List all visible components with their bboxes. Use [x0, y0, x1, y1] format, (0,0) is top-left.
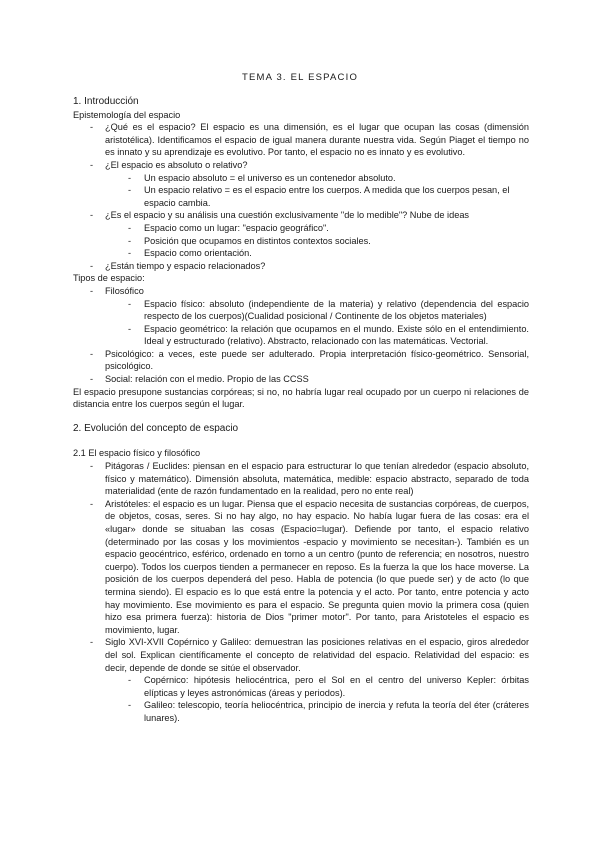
bullet-dash: - [128, 323, 132, 334]
sub-list-item [73, 235, 529, 248]
document-title: TEMA 3. EL ESPACIO [241, 72, 359, 83]
subheading-epistemologia: Epistemología del espacio [73, 109, 181, 120]
list-item-text: Siglo XVI-XVII Copérnico y Galileo: demuestran las posiciones relativas en el espacio, giros alrededor del sol. Explican científicamente el concepto de relatividad del espacio. Relatividad del espacio: es decir, depende de donde se sitúe el observador. [105, 637, 529, 673]
list-item [73, 460, 529, 498]
bullet-dash: - [128, 298, 132, 309]
bullet-dash: - [128, 235, 132, 246]
list-item-text: ¿Están tiempo y espacio relacionados? [105, 260, 266, 271]
bullet-dash: - [128, 172, 132, 183]
list-item-text: Espacio geométrico: la relación que ocupamos en el mundo. Existe sólo en el entendimiento. Ideal y estructurado (relativo). Abstracto, relacionado con las matemáticas. Vectorial. [144, 323, 529, 347]
section-heading-evolucion: 2. Evolución del concepto de espacio [73, 422, 239, 434]
subheading-espacio-fisico: 2.1 El espacio físico y filosófico [73, 448, 201, 459]
bullet-dash: - [90, 285, 94, 296]
bullet-dash: - [128, 675, 132, 686]
list-item-text: Espacio físico: absoluto (independiente de la materia) y relativo (dependencia del espacio respecto de los cuerpos)(Cualidad posicional / Continente de los objetos materiales) [144, 298, 529, 322]
sub-list-item [73, 674, 529, 699]
list-item-text: Aristóteles: el espacio es un lugar. Piensa que el espacio necesita de sustancias corpóreas, de cuerpos, de objetos, cosas, seres. Si no hay algo, no hay espacio. No había lugar fuera de las cosas: era el «lugar» donde se situaban las cosas (Espacio=lugar). Defiende por tanto, el espacio relativo (determinado por las cosas y los movimientos -espacio y movimiento se necesitan-). También es un espacio geocéntrico, esférico, ordenado en torno a un centro (punto de referencia; en nosotros, nuestro cuerpo). Todos los cuerpos tienden a permanecer en reposo. Es la fuerza la que los hace moverse. La posición de los cuerpos dependerá del peso. Habla de potencia (lo que puede ser) y de acto (lo que termina siendo). El espacio es lo que está entre la potencia y el acto. Por tanto, entre potencia y acto hay movimiento. Ese movimiento es para el espacio. Se pregunta quien movio la primera cosa (quien hizo esa primera fuerza): historia de Dios "primer motor". Por tanto, para Aristoteles el espacio es movimiento, lugar. [105, 498, 529, 635]
list-item [73, 285, 529, 298]
bullet-dash: - [90, 159, 94, 170]
sub-list-item [73, 222, 529, 235]
section-heading-introduccion: 1. Introducción [73, 96, 139, 107]
sub-list-item [73, 247, 529, 260]
list-item-text: ¿Es el espacio y su análisis una cuestión exclusivamente "de lo medible"? Nube de ideas [105, 210, 470, 221]
list-item-text: Posición que ocupamos en distintos contextos sociales. [144, 235, 371, 246]
list-item-text: Un espacio relativo = es el espacio entre los cuerpos. A medida que los cuerpos pesan, el espacio cambia. [144, 185, 510, 208]
bullet-dash: - [128, 700, 132, 711]
list-item [73, 373, 529, 386]
bullet-dash: - [90, 122, 94, 133]
list-item-text: Filosófico [105, 285, 144, 296]
closing-paragraph: El espacio presupone sustancias corpóreas; si no, no habría lugar real ocupado por un cuerpo ni relaciones de distancia entre los cuerpos según el lugar. [73, 386, 529, 410]
bullet-dash: - [90, 637, 94, 648]
list-item [73, 498, 529, 637]
bullet-dash: - [128, 222, 132, 233]
document-body [73, 96, 529, 725]
list-item-text: Social: relación con el medio. Propio de las CCSS [105, 374, 309, 385]
list-item-text: Espacio como un lugar: "espacio geográfico". [144, 222, 329, 233]
list-item-text: Psicológico: a veces, este puede ser adulterado. Propia interpretación físico-geométrico. Sensorial, psicológico. [105, 348, 529, 372]
bullet-dash: - [90, 374, 94, 385]
sub-list-item [73, 298, 529, 323]
bullet-dash: - [90, 498, 94, 509]
sub-list-item [73, 184, 529, 209]
list-item [73, 348, 529, 373]
bullet-dash: - [90, 461, 94, 472]
list-item [73, 260, 529, 273]
tipos-de-espacio-label: Tipos de espacio: [73, 273, 145, 284]
bullet-dash: - [90, 210, 94, 221]
list-item-text: ¿El espacio es absoluto o relativo? [105, 159, 248, 170]
list-item-text: Espacio como orientación. [144, 248, 252, 259]
sub-list-item [73, 699, 529, 724]
list-item-text: Copérnico: hipótesis heliocéntrica, pero el Sol en el centro del universo Kepler: órbitas elípticas y leyes astronómicas (áreas y periodos). [144, 675, 529, 698]
list-item [73, 636, 529, 674]
list-item-text: Galileo: telescopio, teoría heliocéntrica, principio de inercia y refuta la teoría del éter (cráteres lunares). [144, 700, 529, 723]
sub-list-item [73, 172, 529, 185]
list-item-text: Un espacio absoluto = el universo es un contenedor absoluto. [144, 172, 396, 183]
sub-list-item [73, 323, 529, 348]
list-item [73, 159, 529, 172]
list-item-text: ¿Qué es el espacio? El espacio es una dimensión, es el lugar que ocupan las cosas (dimensión aristotélica). Identificamos el espacio de igual manera durante nuestra vida. Según Piaget el tiempo no es innato y su aprendizaje es evolutivo. Por tanto, el espacio no es innato y es evolutivo. [105, 122, 529, 158]
list-item-text: Pitágoras / Euclides: piensan en el espacio para estructurar lo que tenían alrededor (espacio absoluto, físico y matemático). Dimensión absoluta, matemática, medible: espacio abstracto, separado de toda materialidad (ente de razón fundamentado en la realidad, pero no ente real) [105, 461, 529, 497]
bullet-dash: - [128, 248, 132, 259]
list-item [73, 121, 529, 159]
bullet-dash: - [90, 260, 94, 271]
bullet-dash: - [128, 185, 132, 196]
bullet-dash: - [90, 348, 94, 359]
list-item [73, 209, 529, 222]
